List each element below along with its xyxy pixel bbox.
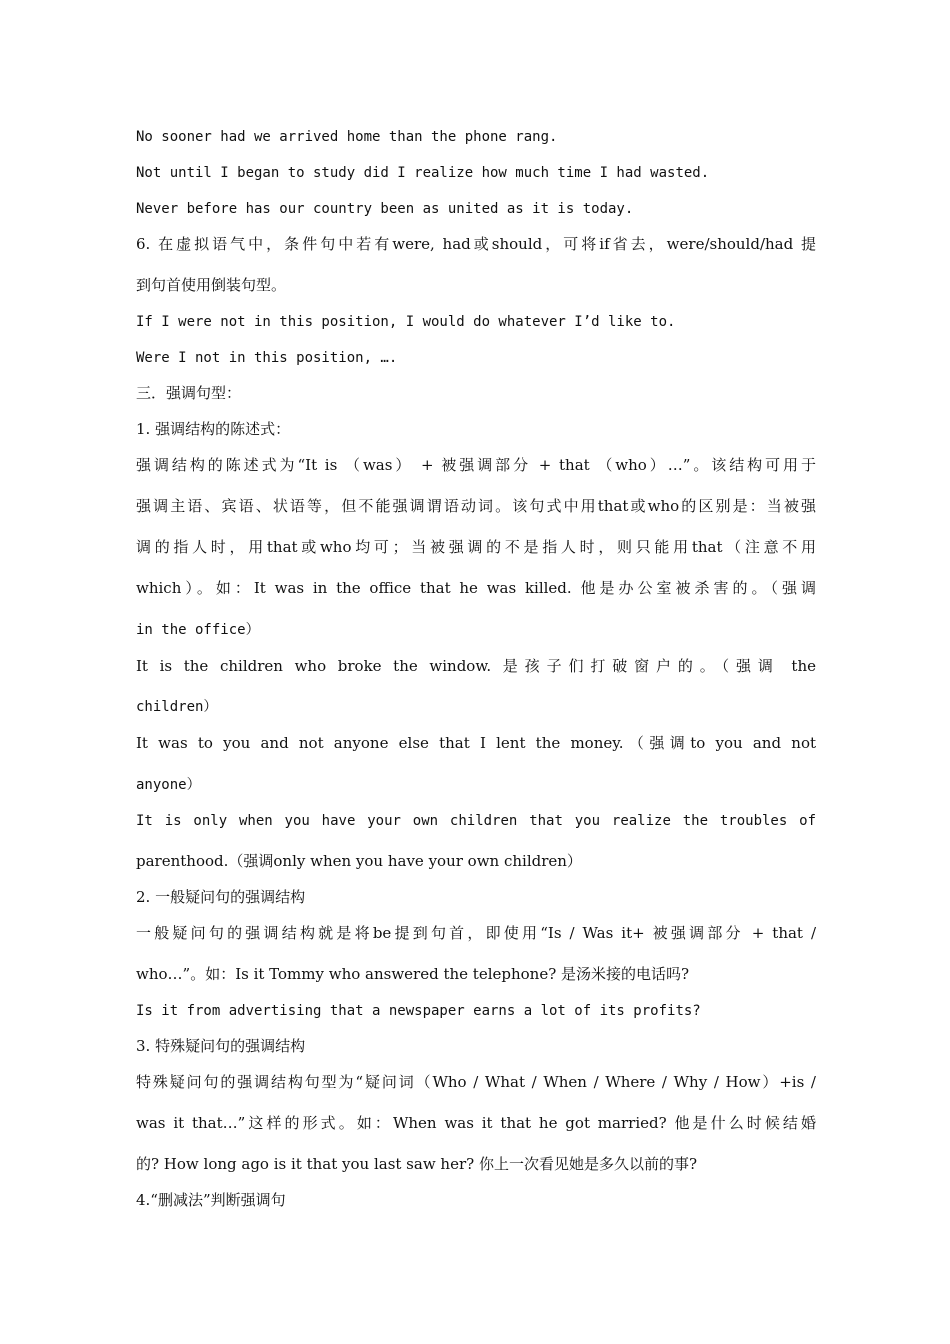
text-line: children） [136,699,218,715]
text-line: which）。如：It was in the office that he was killed. 他是办公室被杀害的。（强调 [136,579,816,597]
text-line: 调的指人时，用that或who均可；当被强调的不是指人时，则只能用that（注意不用 [136,538,816,556]
text-line: 一般疑问句的强调结构就是将be提到句首，即使用“Is / Was it+ 被强调部分 + that / [136,924,816,942]
text-line: It is only when you have your own children that you realize the troubles of [136,813,816,829]
subsection-heading: 1. 强调结构的陈述式： [136,420,291,438]
text-line: 特殊疑问句的强调结构句型为“疑问词（Who / What / When / Where / Why / How）+is / [136,1073,816,1091]
text-line: 强调主语、宾语、状语等，但不能强调谓语动词。该句式中用that或who的区别是：当被强 [136,497,816,515]
subsection-heading: 2. 一般疑问句的强调结构 [136,888,306,906]
text-line: If I were not in this position, I would do whatever I’d like to. [136,314,676,330]
text-line: who…”。如：Is it Tommy who answered the telephone? 是汤米接的电话吗? [136,965,690,983]
text-line: 到句首使用倒装句型。 [136,276,287,294]
text-line: Never before has our country been as united as it is today. [136,201,634,217]
text-line: Not until I began to study did I realize how much time I had wasted. [136,165,710,181]
text-line: Is it from advertising that a newspaper earns a lot of its profits? [136,1003,701,1019]
section-heading: 三．强调句型： [136,384,242,402]
text-line: It is the children who broke the window. 是孩子们打破窗户的。（强调 the [136,657,816,675]
subsection-heading: 4.“删减法”判断强调句 [136,1191,286,1209]
text-line: was it that…”这样的形式。如：When was it that he got married? 他是什么时候结婚 [136,1114,816,1132]
text-line: It was to you and not anyone else that I lent the money.（强调to you and not [136,734,816,752]
text-line: parenthood.（强调only when you have your own children） [136,852,582,870]
text-line: No sooner had we arrived home than the phone rang. [136,129,558,145]
text-line: 强调结构的陈述式为“It is （was） + 被强调部分 + that （who）…”。该结构可用于 [136,456,816,474]
text-line: Were I not in this position, …. [136,350,398,366]
text-line: anyone） [136,777,201,793]
subsection-heading: 3. 特殊疑问句的强调结构 [136,1037,306,1055]
text-line: 6. 在虚拟语气中，条件句中若有were, had或should，可将if省去，were/should/had 提 [136,235,816,253]
text-line: in the office） [136,622,260,638]
text-line: 的? How long ago is it that you last saw her? 你上一次看见她是多久以前的事? [136,1155,697,1173]
